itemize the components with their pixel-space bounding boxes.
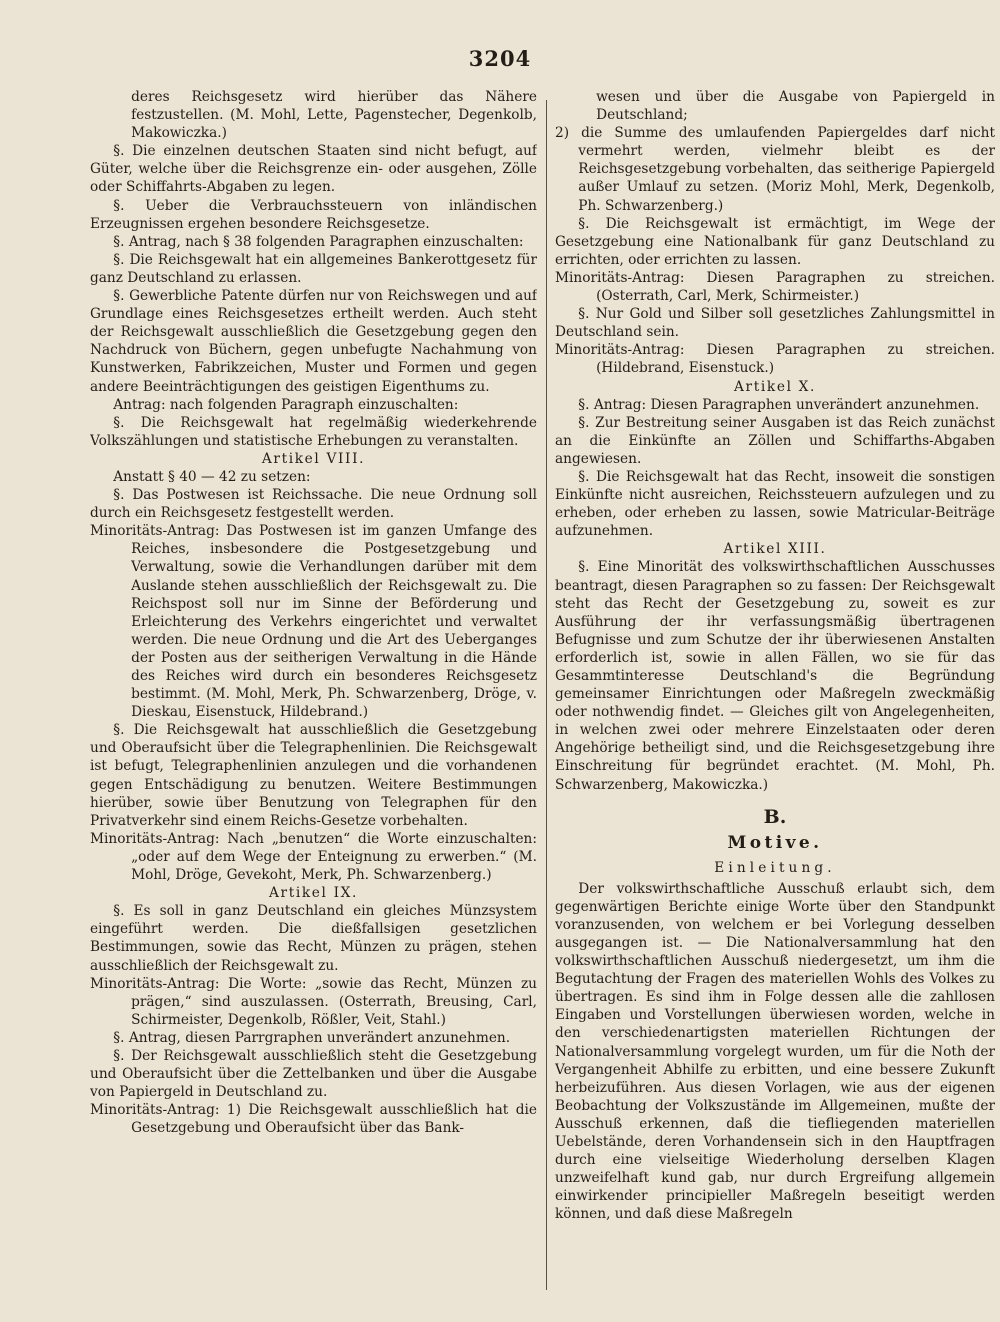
left-paragraph: §. Es soll in ganz Deutschland ein gleiches Münzsystem eingeführt werden. Die dießfallsigen gesetzlichen Bestimmungen, sowie das Recht, Münzen zu prägen, stehen ausschließlich der Reichsgewalt zu. (90, 903, 537, 974)
right-paragraph: §. Die Reichsgewalt ist ermächtigt, im Wege der Gesetzgebung eine Nationalbank für ganz Deutschland zu errichten, oder errichten zu lassen. (555, 215, 995, 268)
section-letter: B. (763, 805, 787, 828)
right-paragraph: §. Zur Bestreitung seiner Ausgaben ist das Reich zunächst an die Einkünfte an Zöllen und Schiffarths-Abgaben angewiesen. (555, 414, 995, 467)
left-paragraph: Minoritäts-Antrag: 1) Die Reichsgewalt ausschließlich hat die Gesetzgebung und Oberaufsicht über das Bank- (90, 1102, 537, 1137)
left-paragraph: Minoritäts-Antrag: Die Worte: „sowie das Recht, Münzen zu prägen,“ sind auszulassen. (Osterrath, Breusing, Carl, Schirmeister, Degenkolb, Rößler, Veit, Stahl.) (90, 975, 537, 1028)
left-paragraph: §. Gewerbliche Patente dürfen nur von Reichswegen und auf Grundlage eines Reichsgesetzes ertheilt werden. Auch steht der Reichsgewalt ausschließlich die Gesetzgebung gegen den Nachdruck von Büchern, gegen unbefugte Nachahmung von Kunstwerken, Fabrikzeichen, Muster und Formen und gegen andere Beeinträchtigungen des geistigen Eigenthums zu. (90, 288, 537, 395)
article-heading: Artikel VIII. (261, 450, 366, 467)
article-heading: Artikel X. (734, 378, 816, 395)
right-column-paragraphs (555, 88, 995, 794)
left-paragraph: Anstatt § 40 — 42 zu setzen: (113, 468, 311, 485)
intro-heading: Einleitung. (714, 859, 836, 876)
right-paragraph: §. Antrag: Diesen Paragraphen unverändert anzunehmen. (578, 396, 980, 413)
column-divider (546, 100, 547, 1290)
right-paragraph: Minoritäts-Antrag: Diesen Paragraphen zu streichen. (Hildebrand, Eisenstuck.) (555, 342, 995, 377)
left-paragraph: §. Die Reichsgewalt hat ausschließlich die Gesetzgebung und Oberaufsicht über die Telegraphenlinien. Die Reichsgewalt ist befugt, Telegraphenlinien anzulegen und die vorhandenen gegen Entschädigung zu benutzen. Weitere Bestimmungen hierüber, sowie über Benutzung von Telegraphen für den Privatverkehr sind einem Reichs-Gesetze vorbehalten. (90, 722, 537, 829)
left-paragraph: Minoritäts-Antrag: Nach „benutzen“ die Worte einzuschalten: „oder auf dem Wege der Enteignung zu erwerben.“ (M. Mohl, Dröge, Gevekoht, Merk, Ph. Schwarzenberg.) (90, 830, 537, 884)
left-paragraph: §. Ueber die Verbrauchssteuern von inländischen Erzeugnissen ergehen besondere Reichsgesetze. (90, 197, 537, 232)
left-paragraph: §. Der Reichsgewalt ausschließlich steht die Gesetzgebung und Oberaufsicht über die Zettelbanken und über die Ausgabe von Papiergeld in Deutschland zu. (90, 1047, 537, 1101)
left-paragraph: deres Reichsgesetz wird hierüber das Nähere festzustellen. (M. Mohl, Lette, Pagenstecher, Degenkolb, Makowiczka.) (131, 89, 537, 142)
left-paragraph: §. Antrag, nach § 38 folgenden Paragraphen einzuschalten: (113, 233, 524, 250)
left-paragraph: §. Die Reichsgewalt hat ein allgemeines Bankerottgesetz für ganz Deutschland zu erlassen. (90, 251, 537, 286)
right-column (555, 88, 995, 1298)
intro-paragraph: Der volkswirthschaftliche Ausschuß erlaubt sich, dem gegenwärtigen Berichte einige Worte über den Standpunkt voranzusenden, von welchem er bei Vorlegung desselben ausgegangen ist. — Die Nationalversammlung hat den volkswirthschaftlichen Ausschuß niedergesetzt, um ihm die Begutachtung der Fragen des materiellen Wohls des Volkes zu übertragen. Es sind ihm in Folge dessen alle die zahllosen Eingaben und Vorstellungen überwiesen worden, welche in den verschiedenartigsten materiellen Richtungen der Nationalversammlung vorgelegt wurden, um für die Noth der Vergangenheit Abhilfe zu erbitten, und eine bessere Zukunft herbeizuführen. Aus diesen Vorlagen, wie aus der eigenen Beobachtung der Volkszustände im Allgemeinen, mußte der Ausschuß erkennen, daß die tiefliegenden materiellen Uebelstände, deren Vorhandensein sich in den Hauptfragen durch eine vielseitige Wiederholung derselben Klagen unzweifelhaft kund gab, nur durch Ergreifung allgemein einwirkender principieller Maßregeln beseitigt werden können, und daß diese Maßregeln (555, 880, 995, 1223)
right-paragraph: wesen und über die Ausgabe von Papiergeld in Deutschland; (596, 89, 995, 124)
left-paragraph: §. Das Postwesen ist Reichssache. Die neue Ordnung soll durch ein Reichsgesetz festgestellt werden. (90, 487, 537, 522)
right-paragraph: 2) die Summe des umlaufenden Papiergeldes darf nicht vermehrt werden, vielmehr bleibt es der Reichsgesetzgebung vorbehalten, das seitherige Papiergeld außer Umlauf zu setzen. (Moriz Mohl, Merk, Degenkolb, Ph. Schwarzenberg.) (555, 125, 995, 214)
section-title: Motive. (727, 832, 823, 853)
left-paragraph: §. Die Reichsgewalt hat regelmäßig wiederkehrende Volkszählungen und statistische Erhebungen zu veranstalten. (90, 414, 537, 449)
article-heading: Artikel XIII. (723, 541, 827, 558)
left-paragraph: §. Die einzelnen deutschen Staaten sind nicht befugt, auf Güter, welche über die Reichsgrenze ein- oder ausgehen, Zölle oder Schiffahrts-Abgaben zu legen. (90, 143, 537, 196)
right-paragraph: §. Eine Minorität des volkswirthschaftlichen Ausschusses beantragt, diesen Paragraphen so zu fassen: Der Reichsgewalt steht das Recht der Gesetzgebung zu, soweit es zur Ausführung der ihr verfassungsmäßig übertragenen Befugnisse und zum Schutze der ihr überwiesenen Anstalten erforderlich ist, sowie in allen Fällen, wo sie für das Gesammtinteresse Deutschland's die Begründung gemeinsamer Einrichtungen oder Maßregeln zweckmäßig oder nothwendig findet. — Gleiches gilt von Angelegenheiten, in welchen zwei oder mehrere Einzelstaaten oder deren Angehörige betheiligt sind, und die Reichsgesetzgebung ihre Einschreitung für begründet erachtet. (M. Mohl, Ph. Schwarzenberg, Makowiczka.) (555, 559, 995, 793)
left-paragraph: Minoritäts-Antrag: Das Postwesen ist im ganzen Umfange des Reiches, insbesondere die Postgesetzgebung und Verwaltung, sowie die Verhandlungen darüber mit dem Auslande stehen ausschließlich der Reichsgewalt zu. Die Reichspost soll nur im Sinne der Beförderung und Erleichterung des Verkehrs eingerichtet und verwaltet werden. Die neue Ordnung und die Art des Ueberganges der Posten aus der seitherigen Verwaltung in die Hände des Reiches wird durch ein besonderes Reichsgesetz bestimmt. (M. Mohl, Merk, Ph. Schwarzenberg, Dröge, v. Dieskau, Eisenstuck, Hildebrand.) (90, 523, 537, 721)
page-number: 3204 (468, 46, 532, 71)
left-paragraph: Antrag: nach folgenden Paragraph einzuschalten: (113, 396, 459, 413)
right-paragraph: §. Nur Gold und Silber soll gesetzliches Zahlungsmittel in Deutschland sein. (555, 306, 995, 341)
right-paragraph: §. Die Reichsgewalt hat das Recht, insoweit die sonstigen Einkünfte nicht ausreichen, Reichssteuern aufzulegen und zu erheben, oder erheben zu lassen, sowie Matricular-Beiträge aufzunehmen. (555, 468, 995, 540)
left-paragraph: §. Antrag, diesen Parrgraphen unverändert anzunehmen. (113, 1029, 511, 1046)
article-heading: Artikel IX. (268, 885, 358, 902)
right-paragraph: Minoritäts-Antrag: Diesen Paragraphen zu streichen. (Osterrath, Carl, Merk, Schirmeister.) (555, 269, 995, 305)
left-column (90, 88, 537, 1298)
